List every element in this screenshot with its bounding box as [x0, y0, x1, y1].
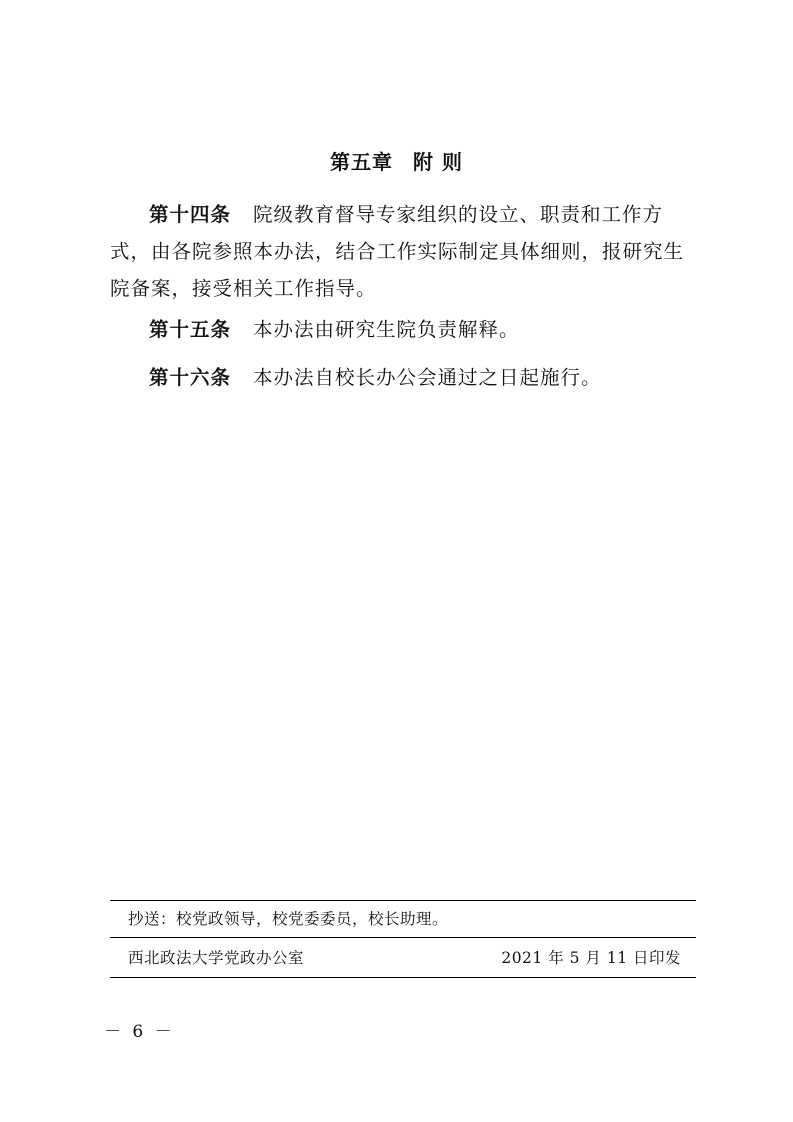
article-14 — [110, 196, 696, 307]
article-text: 本办法由研究生院负责解释。 — [253, 318, 520, 341]
article-15 — [110, 311, 696, 348]
article-text: 本办法自校长办公会通过之日起施行。 — [253, 366, 602, 389]
article-16 — [110, 359, 696, 396]
chapter-label: 第五章 — [330, 150, 394, 174]
issuer: 西北政法大学党政办公室 — [128, 949, 305, 967]
article-text: 院级教育督导专家组织的设立、职责和工作方式，由各院参照本办法，结合工作实际制定具体细则，报研究生院备案，接受相关工作指导。 — [110, 203, 685, 300]
article-number: 第十五条 — [149, 318, 232, 341]
article-number: 第十六条 — [149, 366, 232, 389]
article-number: 第十四条 — [149, 203, 232, 226]
chapter-heading — [0, 148, 793, 176]
footer-bottom-rule — [110, 977, 696, 978]
page-number: － 6 － — [104, 1022, 175, 1042]
chapter-name: 附 则 — [413, 150, 463, 174]
footer-top-rule — [110, 900, 696, 901]
cc-line: 抄送：校党政领导，校党委委员，校长助理。 — [128, 910, 449, 928]
issue-date: 2021 年 5 月 11 日印发 — [501, 949, 681, 967]
footer-middle-rule — [110, 937, 696, 938]
